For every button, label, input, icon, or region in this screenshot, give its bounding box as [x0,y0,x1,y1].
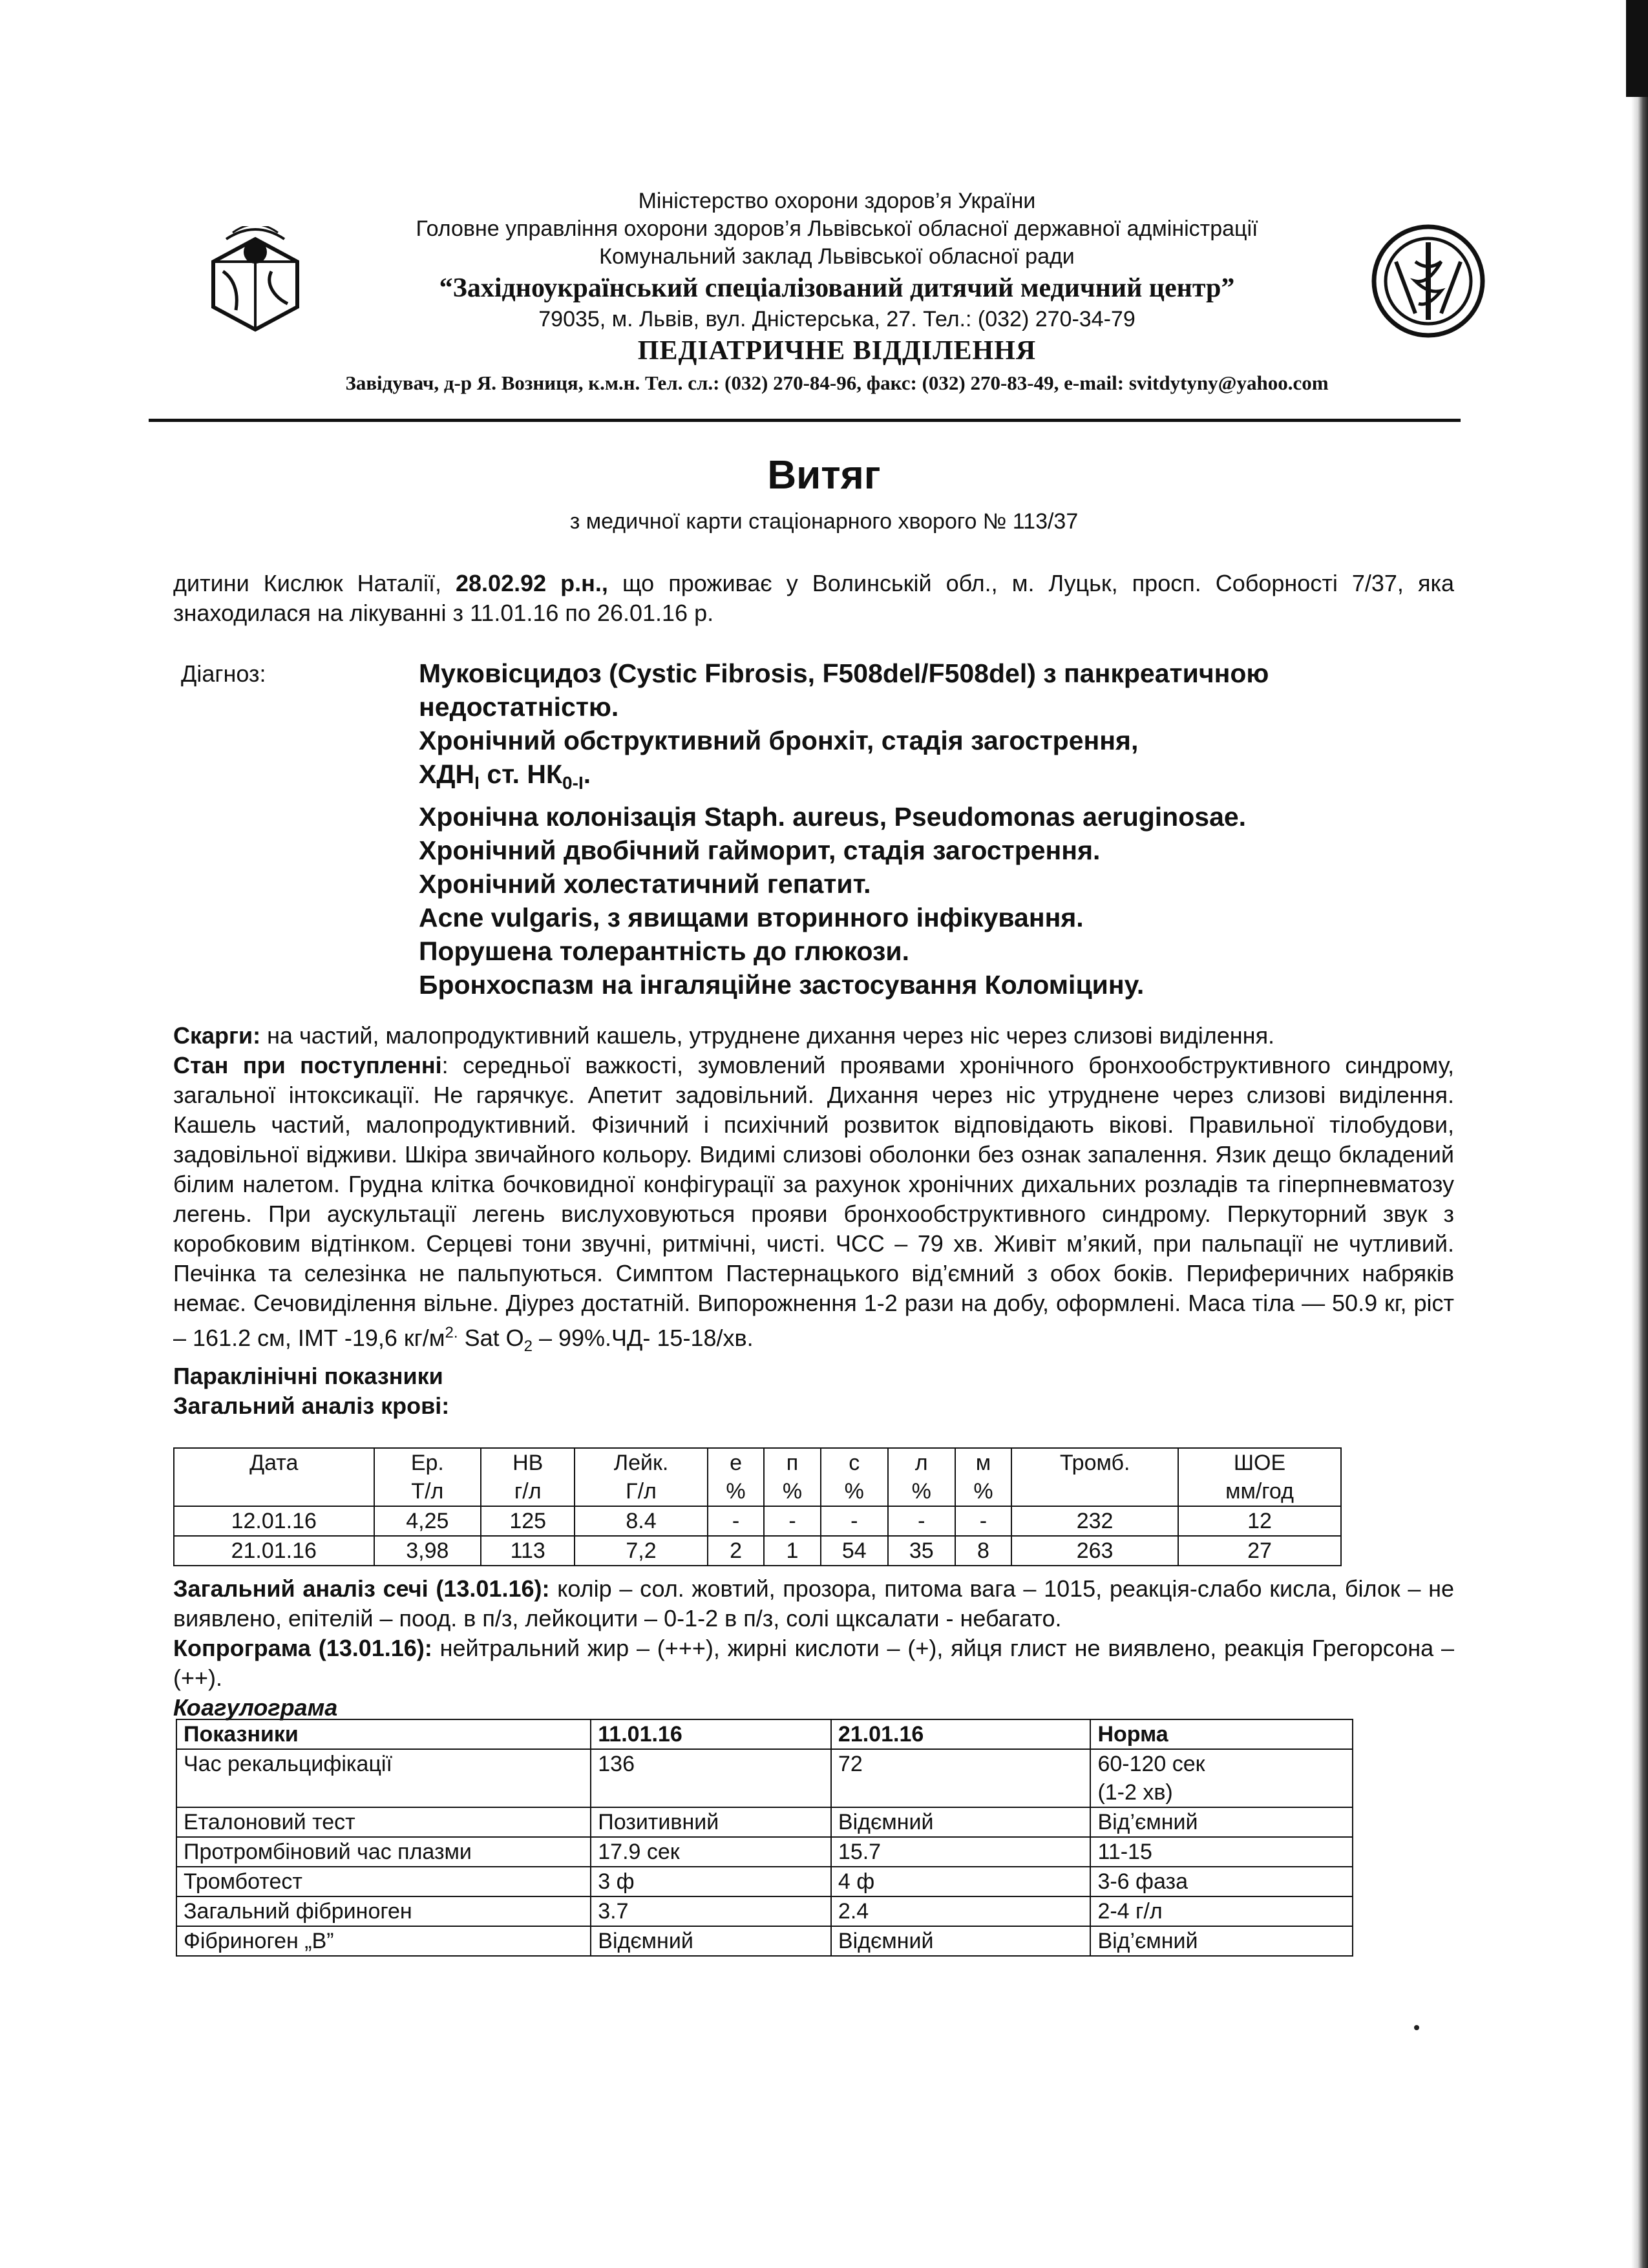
column-header: Ер. Т/л [374,1448,481,1506]
complaints: Скарги: на частий, малопродуктивний кашель, утруднене дихання через ніс через слизові виділення. [173,1022,1275,1049]
table-row: 21.01.16 3,98 113 7,2 2 1 54 35 8 263 27 [174,1536,1341,1566]
document-title: Витяг [767,453,881,498]
table-row: Загальний фібриноген 3.7 2.4 2-4 г/л [176,1896,1353,1926]
date-of-birth: 28.02.92 р.н., [456,570,608,596]
diagnosis-item: Муковісцидоз (Cystic Fibrosis, F508del/F508del) з панкреатичною недостатністю. [419,658,1269,722]
table-row: Еталоновий тест Позитивний Відємний Від’ємний [176,1807,1353,1837]
patient-intro: дитини Кислюк Наталії, 28.02.92 р.н., що проживає у Волинській обл., м. Луцьк, просп. Соборності 7/37, яка знаходилася на лікуванні з 11.01.16 по 26.01.16 р. [173,570,1455,626]
table-header-row [174,1448,1341,1506]
header-divider [149,419,1461,422]
diagnosis-item: $ХДН_I$ ст. $НК_{0-I}$. [419,759,591,793]
column-header: е % [708,1448,764,1506]
column-header: Норма [1090,1719,1353,1749]
column-header: м % [955,1448,1011,1506]
admission-state: Стан при поступленні: середньої важкості, зумовлений проявами хронічного бронхообструктивного синдрому, загальної інтоксикації. Не гарячкує. Апетит задовільний. Дихання через ніс утруднене через слизові виділення. Кашель частий, малопродуктивний. Фізичний і психічний розвиток відповідають вікові. Правильної тілобудови, задовільної відживи. Шкіра звичайного кольору. Видимі слизові оболонки без ознак запалення. Язик дещо бкладений білим налетом. Грудна клітка бочковидної конфігурації за рахунок хронічних дихальних розладів та гіперпневматозу легень. При аускультації легень вислуховуються прояви бронхообструктивного синдрому. Перкуторний звук з коробковим відтінком. Серцеві тони звучні, ритмічні, чисті. ЧСС – 79 хв. Живіт м’який, при пальпації не чутливий. Печінка та селезінка не пальпуються. Симптом Пастернацького від’ємний з обох боків. Периферичних набряків немає. Сечовиділення вільне. Діурез достатній. Випорожнення 1-2 рази на добу, оформлені. Маса тіла — 50.9 кг, ріст – 161.2 см, ІМТ -19,6 $кг/м^{2.}$ Sat $O_2 - 99\%.ЧД-$ 15-18/хв. [173,1052,1454,1356]
coprogram: Копрограма (13.01.16): нейтральний жир – (+++), жирні кислоти – (+), яйця глист не виявлено, реакція Грегорсона – (++). [173,1635,1454,1691]
diagnosis-item: Хронічний обструктивний бронхіт, стадія загострення, [419,726,1139,755]
column-header: л % [888,1448,955,1506]
table-row: 12.01.16 4,25 125 8.4 - - - - - 232 12 [174,1506,1341,1536]
coagulogram-heading: Коагулограма [173,1694,338,1721]
column-header: 21.01.16 [831,1719,1091,1749]
diagnosis-list [419,656,1466,1002]
column-header: ШОЕ мм/год [1178,1448,1341,1506]
column-header: Тромб. [1011,1448,1178,1506]
table-row: Тромботест 3 ф 4 ф 3-6 фаза [176,1867,1353,1896]
address-line: 79035, м. Львів, вул. Дністерська, 27. Тел.: (032) 270-34-79 [538,307,1136,331]
cbc-heading: Загальний аналіз крові: [173,1392,450,1420]
contacts-line: Завідувач, д-р Я. Возниця, к.м.н. Тел. сл.: (032) 270-84-96, факс: (032) 270-83-49, e-mail: svitdytyny@yahoo.com [345,372,1329,394]
urine-analysis: Загальний аналіз сечі (13.01.16): колір – сол. жовтий, прозора, питома вага – 1015, реакція-слабо кисла, білок – не виявлено, епітелій – поод. в п/з, лейкоцити – 0-1-2 в п/з, солі щксалати - небагато. [173,1575,1454,1632]
scan-speck [1414,2025,1419,2030]
column-header: с % [821,1448,888,1506]
center-name: “Західноукраїнський спеціалізований дитячий медичний центр” [439,273,1235,303]
letterhead [174,187,1499,398]
department-name: ПЕДІАТРИЧНЕ ВІДДІЛЕННЯ [637,336,1037,366]
communal-line: Комунальний заклад Львівської обласної ради [599,244,1075,269]
coagulogram-table [176,1719,1353,1957]
scan-edge [1631,0,1648,2268]
table-row: Протромбіновий час плазми 17.9 сек 15.7 11-15 [176,1837,1353,1867]
diagnosis-item: Хронічний двобічний гайморит, стадія загострення. [419,835,1101,866]
ministry-line: Міністерство охорони здоров’я України [638,189,1036,213]
diagnosis-label: Діагноз: [181,660,266,687]
admin-line: Головне управління охорони здоров’я Львівської обласної державної адміністрації [416,216,1258,241]
diagnosis-item: Порушена толерантність до глюкози. [419,936,909,967]
column-header: Лейк. Г/л [575,1448,708,1506]
scan-edge-dark [1626,0,1648,97]
table-row: Фібриноген „В” Відємний Відємний Від’ємний [176,1926,1353,1956]
lab-notes [173,1574,1454,1723]
column-header: НВ г/л [481,1448,575,1506]
column-header: Дата [174,1448,374,1506]
diagnosis-item: Бронхоспазм на інгаляційне застосування Коломіцину. [419,970,1145,1000]
diagnosis-item: Acne vulgaris, з явищами вторинного інфікування. [419,903,1084,933]
column-header: 11.01.16 [591,1719,831,1749]
clinical-notes [173,1021,1454,1421]
column-header: Показники [176,1719,591,1749]
document-subtitle: з медичної карти стаціонарного хворого № 113/37 [569,509,1079,534]
table-row: Час рекальцифікації 136 72 60-120 сек (1-2 хв) [176,1749,1353,1807]
blood-test-table [173,1447,1342,1566]
diagnosis-item: Хронічна колонізація Staph. aureus, Pseudomonas aeruginosae. [419,802,1247,832]
diagnosis-item: Хронічний холестатичний гепатит. [419,869,871,899]
table-header-row [176,1719,1353,1749]
column-header: п % [764,1448,820,1506]
paraclinical-heading: Параклінічні показники [173,1363,443,1390]
